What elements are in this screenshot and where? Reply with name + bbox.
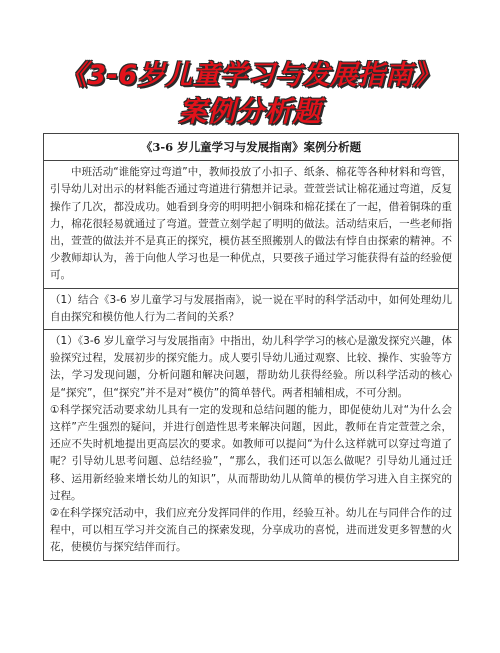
question-text: （1）结合《3-6 岁儿童学习与发展指南》，说一说在平时的科学活动中，如何处理幼儿自由探究和模仿他人行为二者间的关系？: [44, 289, 458, 330]
case-description: 中班活动“谁能穿过弯道”中，教师投放了小扣子、纸条、棉花等各种材料和弯管，引导幼儿对出示的材料能否通过弯道进行猜想并记录。萱萱尝试让棉花通过弯道，反复操作了几次，都没成功。她看到身旁的明明把小铜珠和棉花揉在了一起，借着铜珠的重力，棉花很轻易就通过了弯道。萱萱立刻学起了明明的做法。活动结束后，一些老师指出，萱萱的做法并不是真正的探究，模仿甚至照搬别人的做法有悖自由探索的精神。不少教师却认为，善于向他人学习也是一种优点，只要孩子通过学习能获得有益的经验便可。: [44, 161, 458, 288]
page-header: [0, 58, 500, 130]
table-heading: 《3-6 岁儿童学习与发展指南》案例分析题: [44, 134, 458, 161]
page-title-line-2: 案例分析题: [178, 95, 322, 128]
page-title-line-1: 《3-6岁儿童学习与发展指南》: [59, 60, 441, 91]
answer-paragraph-1: （1）《3-6 岁儿童学习与发展指南》中指出，幼儿科学学习的核心是激发探究兴趣，体验探究过程，发展初步的探究能力。成人要引导幼儿通过观察、比较、操作、实验等方法，学习发现问题，分析问题和解决问题，帮助幼儿获得经验。所以科学活动的核心是“探究”，但“探究”并不是对“模仿”的简单替代。两者相辅相成，不可分割。: [50, 335, 452, 399]
answer-block: [44, 330, 458, 561]
answer-paragraph-2: ①科学探究活动要求幼儿具有一定的发现和总结问题的能力，即促使幼儿对“为什么会这样”产生强烈的疑问，并进行创造性思考来解决问题，因此，教师在肯定萱萱之余，还应不失时机地提出更高层次的要求。如教师可以提问“为什么这样就可以穿过弯道了呢？引导幼儿思考问题、总结经验”，“那么，我们还可以怎么做呢？引导幼儿通过迁移、运用新经验来增长幼儿的知识”，从而帮助幼儿从简单的模仿学习进入自主探究的过程。: [50, 403, 452, 502]
case-table: [43, 133, 459, 561]
answer-paragraph-3: ②在科学探究活动中，我们应充分发挥同伴的作用，经验互补。幼儿在与同伴合作的过程中，可以相互学习并交流自己的探索发现，分享成功的喜悦，进而迸发更多智慧的火花，使模仿与探究结伴而行。: [50, 507, 452, 554]
